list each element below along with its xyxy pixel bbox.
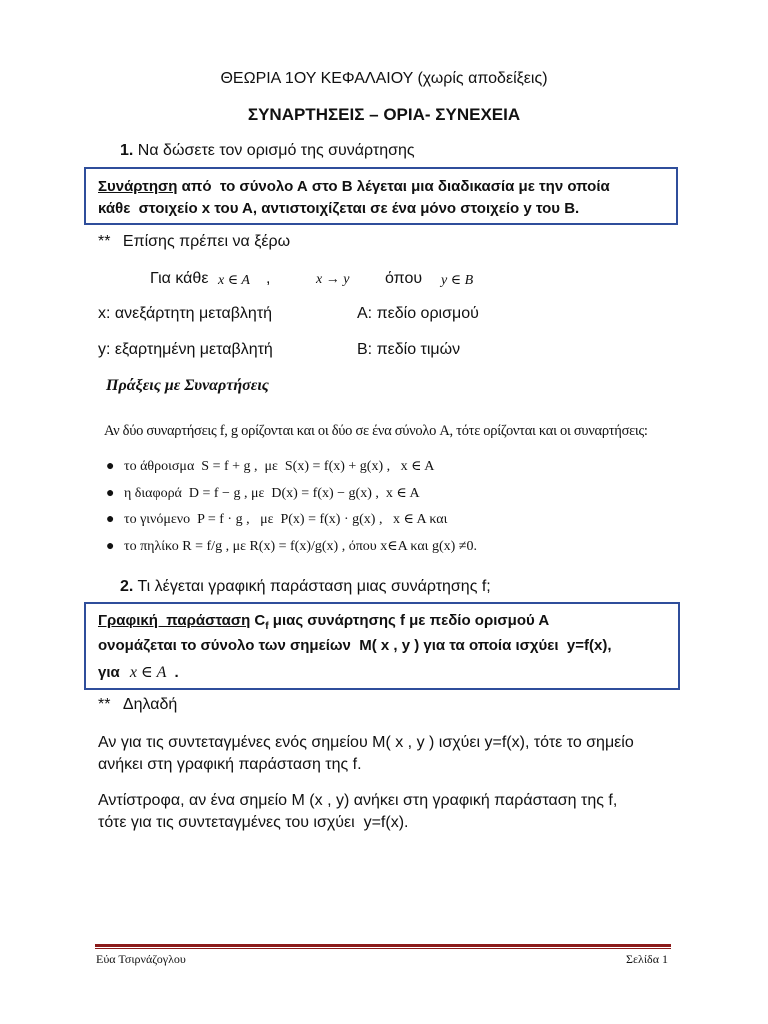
x-variable-label: x: ανεξάρτητη μεταβλητή [98, 305, 273, 322]
question-2-text: Τι λέγεται γραφική παράσταση μιας συνάρτησης f; [137, 578, 491, 595]
namely-stars: ** [98, 696, 111, 713]
definition-term: Συνάρτηση [98, 178, 178, 195]
definition-line-1-rest: από το σύνολο Α στο Β λέγεται μια διαδικασία με την οποία [177, 178, 610, 195]
a-domain-label: Α: πεδίο ορισμού [357, 305, 479, 322]
y-variable-label: y: εξαρτημένη μεταβλητή [98, 341, 273, 358]
also-line [98, 233, 290, 251]
math-x-in-a: x ∈ A [218, 273, 250, 288]
bullet-icon: ● [106, 459, 115, 474]
operation-item-text: το άθροισμα S = f + g , με S(x) = f(x) + g(x) , x ∈ A [123, 459, 435, 474]
operations-heading: Πράξεις με Συναρτήσεις [106, 377, 269, 394]
question-1-number: 1. [120, 142, 134, 159]
definition-line-1 [98, 178, 610, 195]
operation-item-text: το πηλίκο R = f/g , με R(x) = f(x)/g(x) , όπου x∈A και g(x) ≠0. [123, 539, 477, 554]
doc-title-paren: (χωρίς αποδείξεις) [417, 70, 548, 87]
footer-rule-thin [95, 948, 671, 949]
operation-item-difference [106, 485, 420, 502]
also-stars: ** [98, 233, 111, 250]
paragraph-2-line-2: τότε για τις συντεταγμένες του ισχύει y=f(x). [98, 814, 409, 831]
question-2-number: 2. [120, 578, 134, 595]
graph-line-3-end: . [174, 664, 179, 681]
graph-line-1-rest: μιας συνάρτησης f με πεδίο ορισμού Α [268, 612, 550, 629]
namely-line [98, 696, 177, 714]
math-y-in-b: y ∈ B [441, 273, 474, 288]
also-text: Επίσης πρέπει να ξέρω [122, 233, 291, 250]
graph-c-subscript: f [265, 621, 269, 632]
question-1-text: Να δώσετε τον ορισμό της συνάρτησης [137, 142, 415, 159]
question-2 [120, 578, 491, 596]
footer-page-number: Σελίδα 1 [625, 952, 668, 966]
footer-rule [95, 944, 671, 947]
paragraph-1-line-1: Αν για τις συντεταγμένες ενός σημείου Μ( x , y ) ισχύει y=f(x), τότε το σημείο [98, 734, 634, 751]
definition-box [84, 167, 678, 225]
graph-line-3 [98, 662, 179, 682]
operation-item-sum [106, 458, 434, 475]
b-range-label: Β: πεδίο τιμών [357, 341, 461, 358]
graph-line-1 [98, 612, 549, 632]
namely-text: Δηλαδή [122, 696, 178, 713]
footer-author: Εύα Τσιρνάζογλου [96, 952, 186, 966]
doc-subtitle: ΣΥΝΑΡΤΗΣΕΙΣ – ΟΡΙΑ- ΣΥΝΕΧΕΙΑ [247, 105, 521, 124]
graph-definition-box [84, 602, 680, 690]
operations-intro: Αν δύο συναρτήσεις f, g ορίζονται και οι δύο σε ένα σύνολο A, τότε ορίζονται και οι συναρτήσεις: [104, 423, 648, 439]
graph-term: Γραφική παράσταση [98, 612, 251, 629]
paragraph-2-line-1: Αντίστροφα, αν ένα σημείο Μ (x , y) ανήκει στη γραφική παράσταση της f, [98, 792, 618, 809]
bullet-icon: ● [106, 512, 115, 527]
operation-item-text: το γινόμενο P = f · g , με P(x) = f(x) · g(x) , x ∈ A και [123, 512, 448, 527]
paragraph-1-line-2: ανήκει στη γραφική παράσταση της f. [98, 756, 362, 773]
doc-title [0, 70, 768, 88]
bullet-icon: ● [106, 539, 115, 554]
graph-line-3-math: x ∈ A [129, 664, 167, 681]
math-comma: , [266, 270, 271, 287]
bullet-icon: ● [106, 486, 115, 501]
operation-item-text: η διαφορά D = f − g , με D(x) = f(x) − g(x) , x ∈ A [123, 486, 420, 501]
math-x-to-y: x → y [316, 272, 350, 287]
question-1 [120, 142, 415, 160]
graph-c-letter: C [250, 612, 266, 629]
for-each-label: Για κάθε [150, 270, 209, 287]
definition-line-2: κάθε στοιχείο x του Α, αντιστοιχίζεται σε ένα μόνο στοιχείο y του Β. [98, 200, 580, 217]
graph-line-3-prefix: για [98, 664, 120, 681]
graph-line-2: ονομάζεται το σύνολο των σημείων Μ( x , y ) για τα οποία ισχύει y=f(x), [98, 637, 612, 654]
doc-title-caps: ΘΕΩΡΙΑ 1ΟΥ ΚΕΦΑΛΑΙΟΥ [220, 70, 414, 87]
operation-item-product [106, 511, 447, 528]
where-label: όπου [385, 270, 423, 287]
operation-item-quotient [106, 538, 477, 555]
